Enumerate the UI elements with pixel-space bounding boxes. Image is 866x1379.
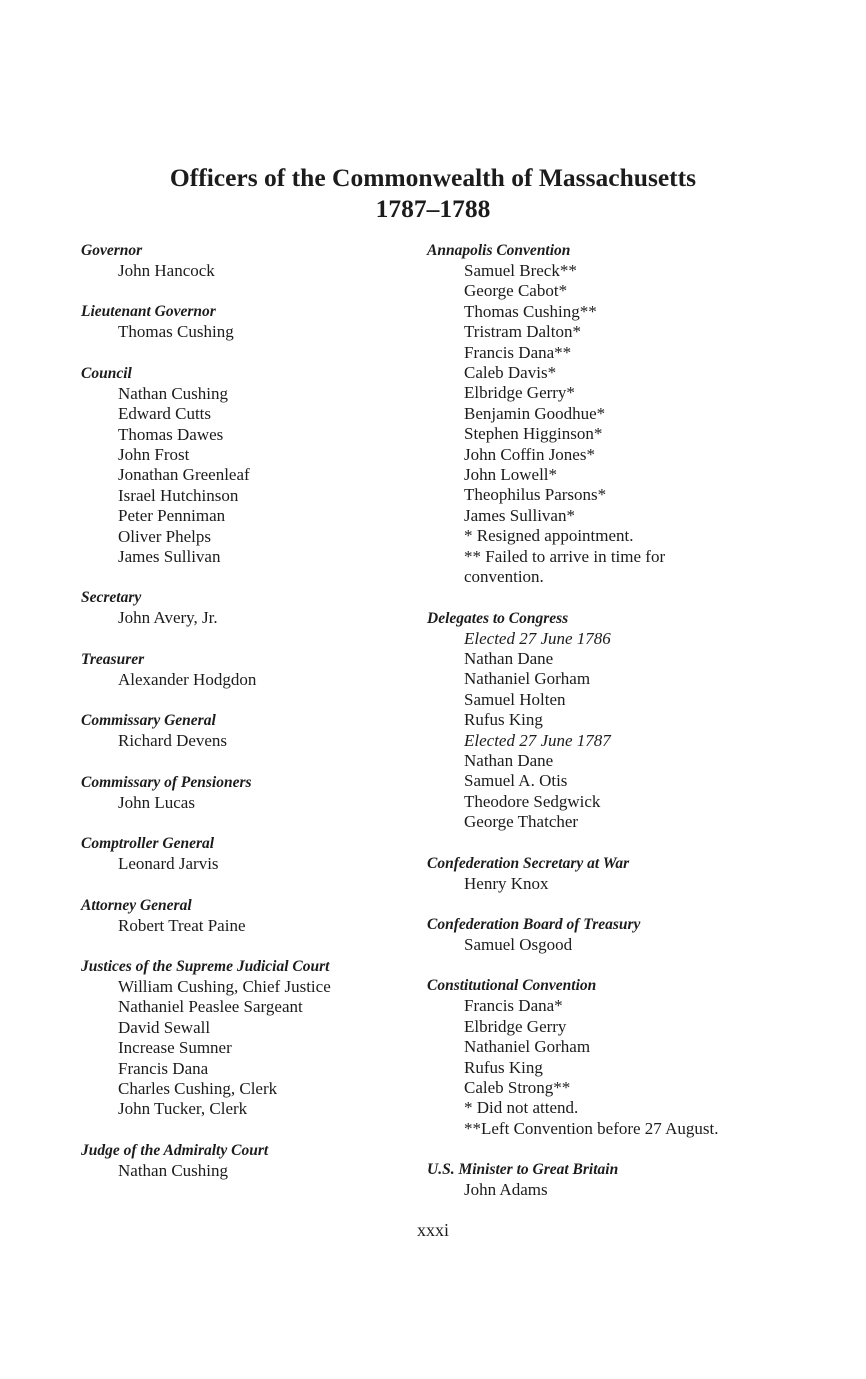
right-column	[427, 240, 857, 1221]
section-heading: Governor	[81, 242, 143, 259]
officer-entry: Jonathan Greenleaf	[118, 465, 250, 485]
section-heading: Attorney General	[81, 896, 192, 914]
section-delegates-to-congress	[427, 608, 857, 833]
section-heading: Judge of the Admiralty Court	[81, 1141, 269, 1159]
officer-entry: John Coffin Jones*	[464, 444, 595, 464]
section-heading: Comptroller General	[81, 835, 215, 853]
section-heading: Confederation Secretary at War	[427, 854, 630, 872]
officer-entry: Alexander Hodgdon	[118, 669, 257, 689]
officer-entry: George Thatcher	[464, 812, 579, 832]
officer-entry: Benjamin Goodhue*	[464, 403, 606, 423]
section-heading: Constitutional Convention	[427, 977, 597, 995]
officer-entry: John Adams	[464, 1180, 548, 1200]
officer-entry: Robert Treat Paine	[118, 915, 246, 935]
officer-entry: Nathan Dane	[464, 648, 554, 668]
officer-entry: Thomas Dawes	[118, 424, 224, 444]
section-comptroller-general	[81, 833, 411, 874]
officer-entry: James Sullivan	[118, 547, 221, 567]
officer-entry: John Frost	[118, 445, 190, 465]
section-heading: U.S. Minister to Great Britain	[427, 1161, 619, 1179]
officer-entry: Peter Penniman	[118, 506, 226, 526]
officer-entry: Thomas Cushing**	[464, 301, 597, 321]
officer-entry: Theophilus Parsons*	[464, 485, 607, 505]
officer-entry: Nathan Cushing	[118, 1160, 229, 1180]
section-commissary-general	[81, 710, 411, 751]
page-title	[0, 162, 866, 224]
officer-entry: Increase Sumner	[118, 1038, 232, 1058]
officer-entry: Nathaniel Gorham	[464, 669, 591, 689]
section-heading: Annapolis Convention	[427, 242, 571, 259]
title-line-1: Officers of the Commonwealth of Massachusetts	[169, 163, 697, 192]
officer-entry: Nathaniel Gorham	[464, 1037, 591, 1057]
officer-entry: Charles Cushing, Clerk	[118, 1078, 278, 1098]
section-heading: Confederation Board of Treasury	[427, 915, 641, 933]
section-heading: Justices of the Supreme Judicial Court	[81, 957, 330, 975]
section-heading: Commissary of Pensioners	[81, 773, 252, 791]
officer-entry: Theodore Sedgwick	[464, 791, 601, 811]
section-treasurer	[81, 649, 411, 690]
officer-entry: Nathan Dane	[464, 750, 554, 770]
officer-entry: Thomas Cushing	[118, 322, 234, 342]
section-lieutenant-governor	[81, 301, 411, 342]
officer-entry: Samuel Breck**	[464, 261, 577, 280]
officer-entry: William Cushing, Chief Justice	[118, 976, 331, 996]
section-heading: Commissary General	[81, 712, 216, 730]
officer-entry: David Sewall	[118, 1017, 211, 1037]
officer-entry: Samuel Holten	[464, 689, 566, 709]
section-heading: Lieutenant Governor	[81, 303, 216, 321]
section-commissary-of-pensioners	[81, 772, 411, 813]
page-number: xxxi	[416, 1220, 449, 1240]
section-heading: Delegates to Congress	[427, 609, 569, 627]
officer-entry: Samuel A. Otis	[464, 771, 568, 791]
left-column	[81, 240, 411, 1201]
officer-entry: Caleb Davis*	[464, 363, 557, 383]
footnote: **Left Convention before 27 August.	[464, 1118, 719, 1138]
officer-entry: Henry Knox	[464, 873, 549, 893]
footnote: ** Failed to arrive in time for convention.	[464, 546, 666, 587]
officer-entry: Stephen Higginson*	[464, 424, 603, 444]
officer-entry: Elbridge Gerry*	[464, 383, 575, 403]
officer-entry: Samuel Osgood	[464, 934, 573, 954]
officer-entry: Nathaniel Peaslee Sargeant	[118, 997, 303, 1017]
officer-entry: John Lucas	[118, 792, 195, 812]
officer-entry: Edward Cutts	[118, 404, 212, 424]
section-board-of-treasury	[427, 914, 857, 955]
officer-entry: Francis Dana	[118, 1058, 209, 1078]
officer-entry: Rufus King	[464, 710, 543, 730]
officer-entry: John Hancock	[118, 261, 215, 280]
section-constitutional-convention	[427, 975, 857, 1139]
officer-entry: Rufus King	[464, 1057, 543, 1077]
footnote: * Did not attend.	[464, 1098, 579, 1118]
officer-entry: Elbridge Gerry	[464, 1016, 567, 1036]
section-secretary-at-war	[427, 853, 857, 894]
officer-entry: John Tucker, Clerk	[118, 1099, 248, 1119]
officer-entry: Leonard Jarvis	[118, 854, 219, 874]
section-heading: Secretary	[81, 589, 142, 607]
section-annapolis-convention	[427, 240, 857, 588]
officer-entry: Oliver Phelps	[118, 526, 212, 546]
title-line-2: 1787–1788	[375, 194, 491, 223]
officer-entry: Francis Dana**	[464, 342, 572, 362]
section-attorney-general	[81, 895, 411, 936]
section-supreme-judicial-court	[81, 956, 411, 1120]
officer-entry: Caleb Strong**	[464, 1078, 571, 1097]
officer-entry: Richard Devens	[118, 731, 228, 751]
section-secretary	[81, 587, 411, 628]
section-heading: Treasurer	[81, 650, 145, 668]
section-council	[81, 363, 411, 568]
officer-entry: Israel Hutchinson	[118, 485, 239, 505]
subheading: Elected 27 June 1787	[464, 730, 611, 750]
section-governor	[81, 240, 411, 281]
officer-entry: John Lowell*	[464, 465, 558, 485]
section-admiralty-court	[81, 1140, 411, 1181]
section-minister-to-great-britain	[427, 1159, 857, 1200]
section-heading: Council	[81, 364, 132, 382]
officer-entry: George Cabot*	[464, 281, 568, 301]
officer-entry: Tristram Dalton*	[464, 322, 581, 342]
officer-entry: James Sullivan*	[464, 505, 575, 525]
footnote: * Resigned appointment.	[464, 526, 634, 546]
officer-entry: John Avery, Jr.	[118, 608, 218, 628]
subheading: Elected 27 June 1786	[464, 628, 611, 648]
officer-entry: Nathan Cushing	[118, 383, 229, 403]
officer-entry: Francis Dana*	[464, 996, 563, 1016]
